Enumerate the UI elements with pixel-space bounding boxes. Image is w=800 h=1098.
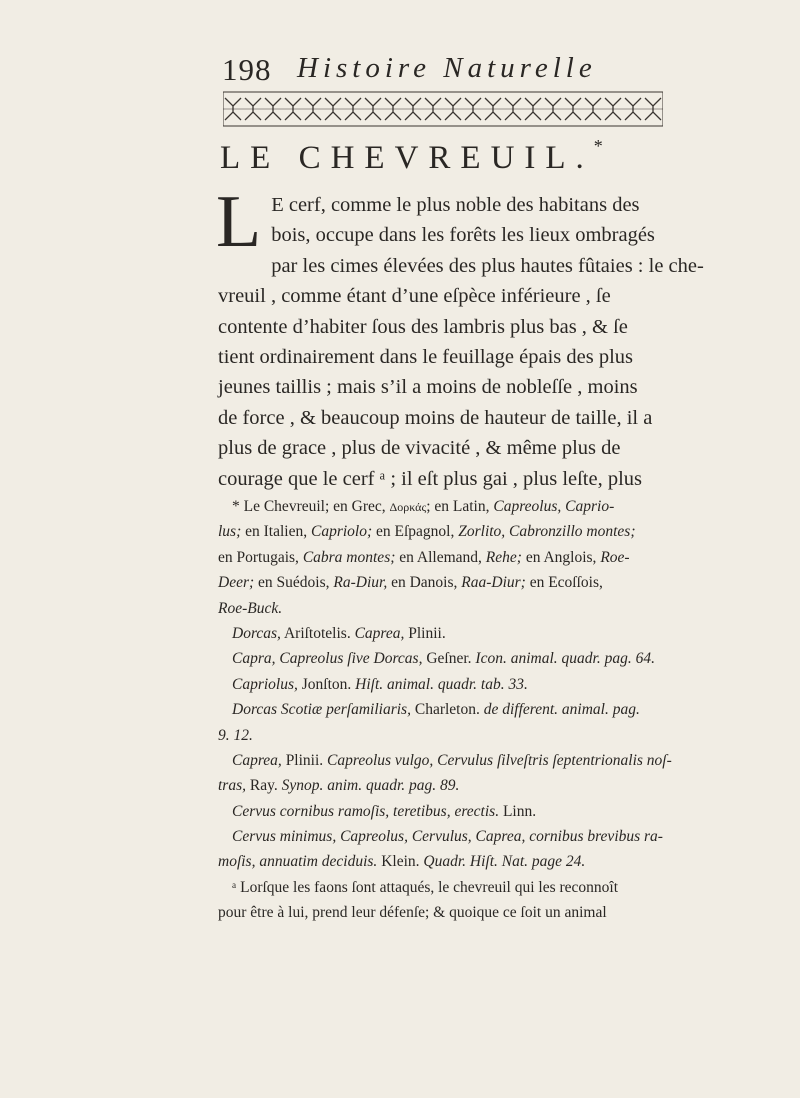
note-line: lus; en Italien, Capriolo; en Eſpagnol, Zorlito, Cabronzillo montes; (218, 523, 636, 541)
text-line: plus de grace , plus de vivacité , & même plus de (218, 437, 621, 460)
page-number: 198 (222, 52, 272, 87)
note-line: Capriolus, Jonſton. Hiſt. animal. quadr. tab. 33. (232, 675, 528, 693)
text-line: jeunes taillis ; mais s’il a moins de nobleſſe , moins (218, 376, 638, 399)
chapter-title: LE CHEVREUIL.* (220, 136, 603, 176)
note-line: Deer; en Suédois, Ra-Diur, en Danois, Raa-Diur; en Ecoſſois, (218, 574, 603, 592)
page-header (222, 52, 662, 92)
text-line: E cerf, comme le plus noble des habitans des (271, 194, 640, 216)
note-line: Roe-Buck. (218, 599, 283, 617)
note-line: pour être à lui, prend leur défenſe; & quoique ce ſoit un animal (218, 904, 607, 922)
text-line: courage que le cerf ᵃ ; il eſt plus gai , plus leſte, plus (218, 467, 643, 490)
text-line: de force , & beaucoup moins de hauteur de taille, il a (218, 406, 653, 429)
text-line: bois, occupe dans les forêts les lieux ombragés (271, 224, 655, 247)
text-line: vreuil , comme étant d’une eſpèce inférieure , ſe (218, 285, 611, 308)
note-line: Dorcas Scotiæ perſamiliaris, Charleton. de different. animal. pag. (232, 701, 640, 719)
note-line: Cervus cornibus ramoſis, teretibus, erectis. Linn. (232, 802, 537, 820)
text-line: par les cimes élevées des plus hautes fûtaies : le che- (271, 254, 704, 277)
note-line: Caprea, Plinii. Capreolus vulgo, Cervulus ſilveſtris ſeptentrionalis noſ- (232, 751, 672, 769)
drop-cap: L (216, 181, 262, 263)
note-line: Cervus minimus, Capreolus, Cervulus, Caprea, cornibus brevibus ra- (232, 828, 663, 846)
main-paragraph (216, 181, 704, 494)
text-line: contente d’habiter ſous des lambris plus bas , & ſe (218, 315, 628, 338)
note-line: tras, Ray. Synop. anim. quadr. pag. 89. (218, 777, 460, 795)
note-line: en Portugais, Cabra montes; en Allemand, Rehe; en Anglois, Roe- (218, 548, 630, 566)
running-title: Histoire Naturelle (297, 52, 597, 84)
note-line: * Le Chevreuil; en Grec, Δορκάς; en Latin, Capreolus, Caprio- (232, 498, 615, 515)
note-line: 9. 12. (218, 726, 253, 744)
note-line: Dorcas, Ariſtotelis. Caprea, Plinii. (232, 624, 446, 642)
text-line: tient ordinairement dans le feuillage épais des plus (218, 345, 633, 368)
note-line: moſis, annuatim deciduis. Klein. Quadr. Hiſt. Nat. page 24. (218, 853, 586, 871)
ornament-band (223, 90, 663, 128)
note-line: Capra, Capreolus ſive Dorcas, Geſner. Icon. animal. quadr. pag. 64. (232, 650, 655, 668)
footnotes (218, 494, 704, 926)
note-line: ᵃ Lorſque les faons ſont attaqués, le chevreuil qui les reconnoît (232, 878, 619, 896)
